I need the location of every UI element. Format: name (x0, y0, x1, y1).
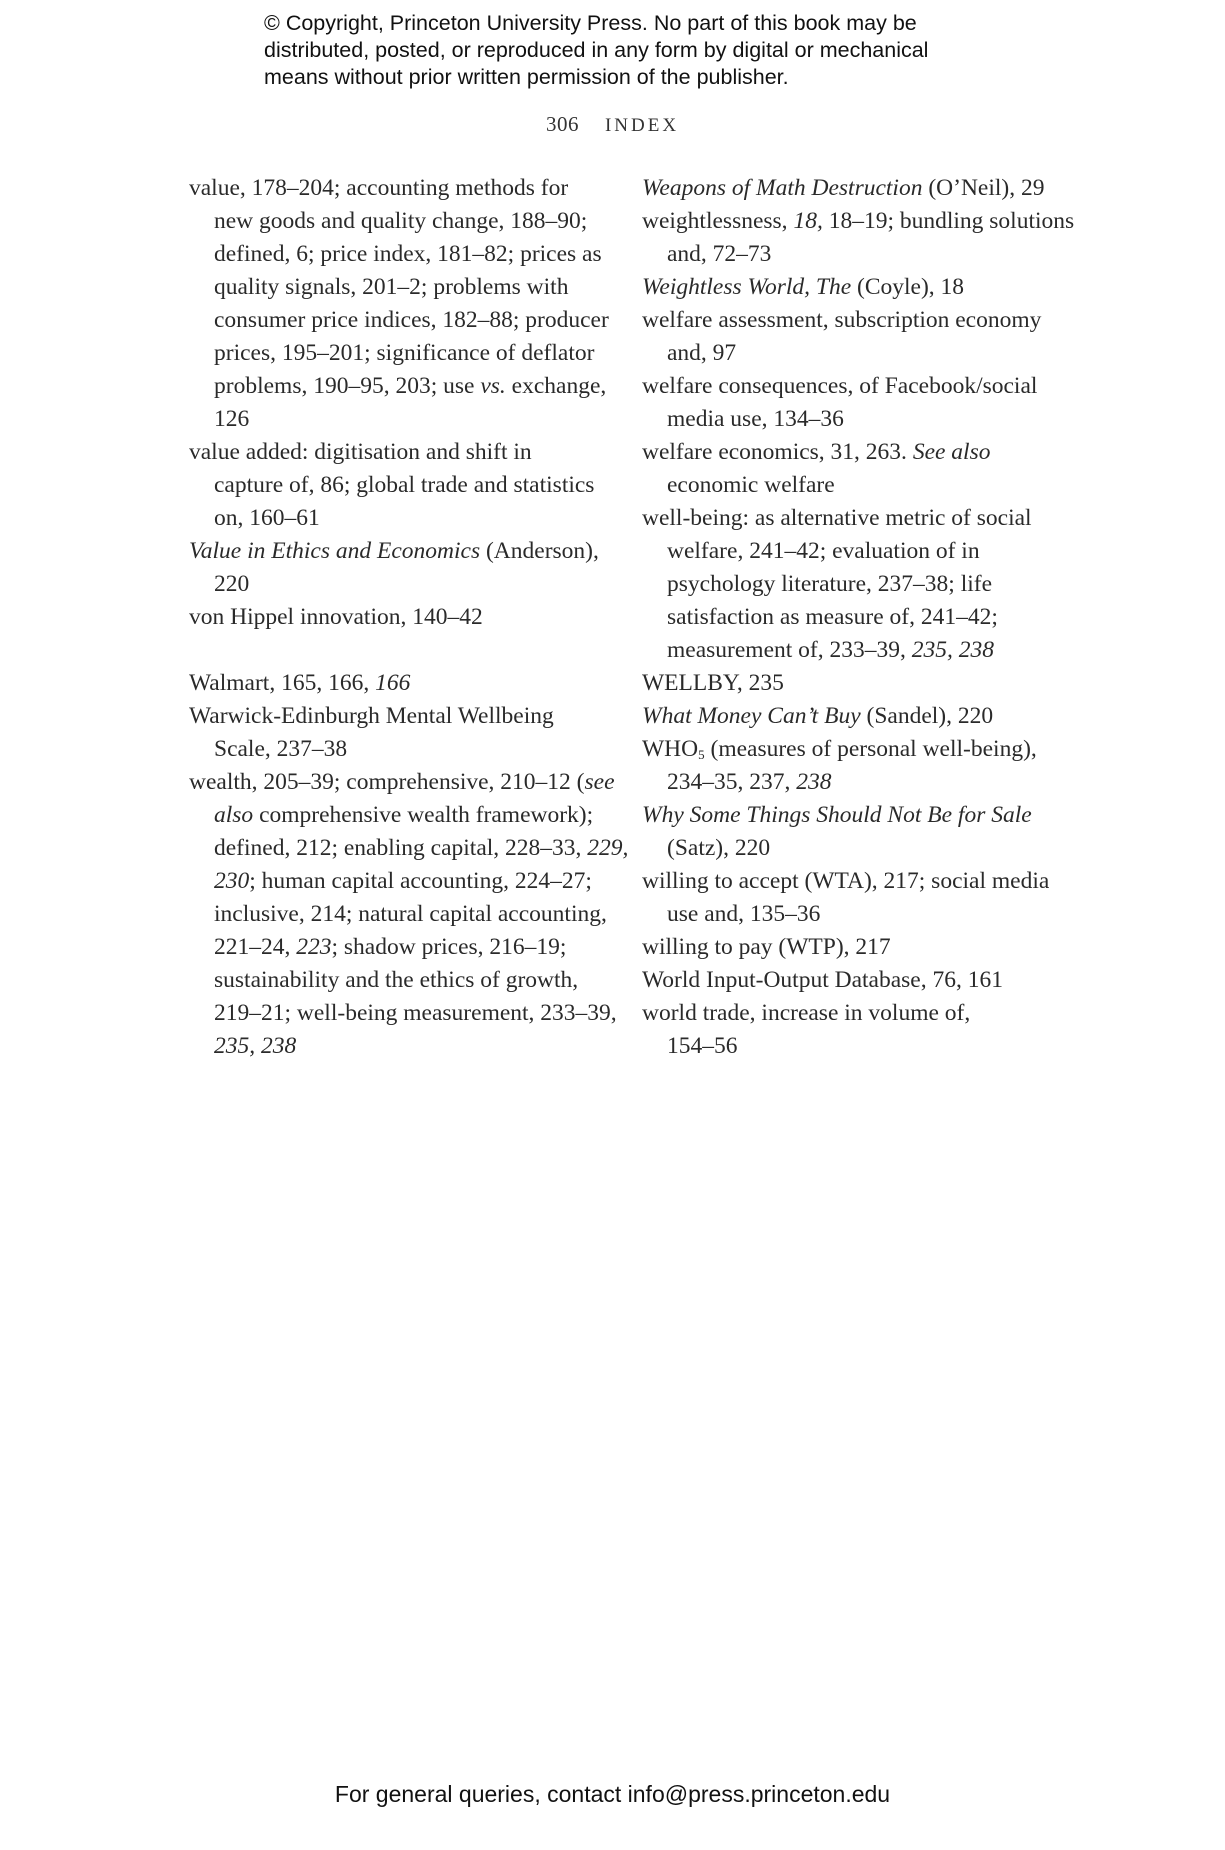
entry-line (189, 832, 629, 865)
book-title: Weapons of Math Destruction (642, 175, 923, 201)
entry-line (189, 766, 615, 799)
index-entry-weightlessness (642, 205, 1075, 271)
entry-text: defined, 212; enabling capital, 228–33, (214, 835, 588, 861)
book-title: Weightless World, The (642, 274, 852, 300)
entry-text: 234–35, 237, (667, 769, 797, 795)
entry-line: new goods and quality change, 188–90; (214, 208, 588, 234)
entry-italic: 18, (793, 208, 823, 234)
entry-italic: 223 (296, 934, 332, 960)
entry-line: economic welfare (667, 472, 835, 498)
entry-line: prices, 195–201; significance of deflator (214, 340, 595, 366)
entry-line: value added: digitisation and shift in (189, 439, 532, 465)
index-entry-world-trade (642, 997, 1062, 1063)
entry-line (642, 766, 1062, 799)
entry-line: willing to accept (WTA), 217; social media (642, 868, 1050, 894)
entry-line: value, 178–204; accounting methods for (189, 175, 569, 201)
copyright-line-1: © Copyright, Princeton University Press. No part of this book may be (264, 11, 917, 35)
index-entry-value (189, 172, 609, 436)
entry-line: inclusive, 214; natural capital accounting, (214, 901, 607, 927)
index-entry-warwick (189, 700, 609, 766)
entry-text: exchange, (505, 373, 607, 399)
index-entry-weightless-world (642, 271, 1062, 304)
entry-line (642, 205, 1075, 238)
index-entry-what-money (642, 700, 1062, 733)
entry-text: 18–19; bundling solutions (822, 208, 1075, 234)
entry-text: WHO (642, 736, 699, 762)
index-entry-wealth (189, 766, 629, 1063)
entry-italic: 166 (375, 670, 411, 696)
entry-line: media use, 134–36 (667, 406, 844, 432)
index-entry-wtp (642, 931, 1062, 964)
entry-line (642, 799, 1062, 832)
footer-contact: For general queries, contact info@press.princeton.edu (334, 1781, 891, 1807)
entry-line: welfare assessment, subscription economy (642, 307, 1042, 333)
book-title: What Money Can’t Buy (642, 703, 861, 729)
entry-text: (Sandel), 220 (860, 703, 994, 729)
entry-text: (Coyle), 18 (851, 274, 965, 300)
entry-italic: see (584, 769, 615, 795)
entry-line (642, 634, 1062, 667)
index-entry-walmart (189, 667, 609, 700)
index-entry-well-being (642, 502, 1062, 667)
index-entry-value-added (189, 436, 609, 535)
entry-line: 154–56 (667, 1033, 738, 1059)
entry-line (189, 799, 609, 832)
subscript: 5 (698, 747, 705, 762)
copyright-notice (264, 10, 984, 91)
entry-line: 126 (214, 406, 250, 432)
entry-text: ; shadow prices, 216–19; (331, 934, 567, 960)
entry-line (642, 700, 1062, 733)
index-entry-wta (642, 865, 1062, 931)
entry-line: on, 160–61 (214, 505, 320, 531)
entry-line: Warwick-Edinburgh Mental Wellbeing (189, 703, 554, 729)
entry-line: use and, 135–36 (667, 901, 821, 927)
entry-italic: 238 (796, 769, 832, 795)
book-title: Why Some Things Should Not Be for Sale (642, 802, 1032, 828)
cross-reference: See also (912, 439, 991, 465)
index-entry-welfare-assessment (642, 304, 1062, 370)
entry-line: satisfaction as measure of, 241–42; (667, 604, 998, 630)
entry-line (189, 1030, 609, 1063)
entry-italic: 230 (214, 868, 250, 894)
running-head-title: INDEX (604, 115, 680, 136)
entry-line: World Input-Output Database, 76, 161 (642, 967, 1003, 993)
entry-text: ; human capital accounting, 224–27; (249, 868, 592, 894)
entry-line (189, 931, 609, 964)
entry-text: weightlessness, (642, 208, 794, 234)
entry-line: quality signals, 201–2; problems with (214, 274, 569, 300)
entry-italic: 229, (587, 835, 629, 861)
index-column-right (642, 172, 1075, 1063)
entry-line: (Satz), 220 (667, 835, 771, 861)
entry-text: (O’Neil), 29 (922, 175, 1045, 201)
running-head (0, 112, 1225, 137)
entry-line: willing to pay (WTP), 217 (642, 934, 891, 960)
entry-italic: 235, 238 (214, 1033, 297, 1059)
entry-line: defined, 6; price index, 181–82; prices as (214, 241, 602, 267)
copyright-line-3: means without prior written permission of the publisher. (264, 65, 789, 89)
entry-line: and, 97 (667, 340, 737, 366)
letter-group-gap (189, 634, 609, 667)
entry-text: welfare economics, 31, 263. (642, 439, 913, 465)
entry-text: 221–24, (214, 934, 297, 960)
entry-line: psychology literature, 237–38; life (667, 571, 993, 597)
index-entry-why-some-things (642, 799, 1062, 865)
index-entry-weapons (642, 172, 1062, 205)
entry-line (189, 667, 609, 700)
entry-line (642, 271, 1062, 304)
book-title: Value in Ethics and Economics (189, 538, 481, 564)
index-entry-value-in-ethics (189, 535, 609, 601)
entry-text: wealth, 205–39; comprehensive, 210–12 ( (189, 769, 585, 795)
entry-line (189, 535, 609, 568)
index-entry-wellby (642, 667, 1062, 700)
entry-text: Walmart, 165, 166, (189, 670, 376, 696)
entry-line: welfare consequences, of Facebook/social (642, 373, 1038, 399)
index-entry-who5 (642, 733, 1062, 799)
entry-line: world trade, increase in volume of, (642, 1000, 971, 1026)
index-entry-von-hippel (189, 601, 609, 634)
entry-line: consumer price indices, 182–88; producer (214, 307, 609, 333)
entry-line (189, 370, 609, 403)
page-number: 306 (545, 112, 579, 136)
entry-line: 219–21; well-being measurement, 233–39, (214, 1000, 617, 1026)
entry-line: WELLBY, 235 (642, 670, 784, 696)
entry-text: problems, 190–95, 203; use (214, 373, 481, 399)
entry-text: (Anderson), (480, 538, 599, 564)
entry-text: measurement of, 233–39, (667, 637, 912, 663)
entry-line (642, 172, 1062, 205)
entry-line: von Hippel innovation, 140–42 (189, 604, 483, 630)
index-column-left (189, 172, 629, 1063)
entry-line: capture of, 86; global trade and statistics (214, 472, 595, 498)
entry-text: comprehensive wealth framework); (253, 802, 594, 828)
copyright-line-2: distributed, posted, or reproduced in any form by digital or mechanical (264, 38, 929, 62)
entry-line: welfare, 241–42; evaluation of in (667, 538, 980, 564)
entry-line (642, 733, 1062, 766)
entry-line: 220 (214, 571, 250, 597)
entry-line (642, 436, 1062, 469)
index-entry-welfare-consequences (642, 370, 1062, 436)
entry-line (189, 865, 609, 898)
entry-line: sustainability and the ethics of growth, (214, 967, 579, 993)
entry-italic: vs. (480, 373, 506, 399)
entry-italic: also (214, 802, 254, 828)
entry-line: and, 72–73 (667, 241, 772, 267)
entry-text: (measures of personal well-being), (704, 736, 1037, 762)
entry-line: Scale, 237–38 (214, 736, 348, 762)
index-entry-welfare-economics (642, 436, 1062, 502)
entry-italic: 235, 238 (911, 637, 994, 663)
entry-line: well-being: as alternative metric of social (642, 505, 1032, 531)
index-entry-wiod (642, 964, 1062, 997)
